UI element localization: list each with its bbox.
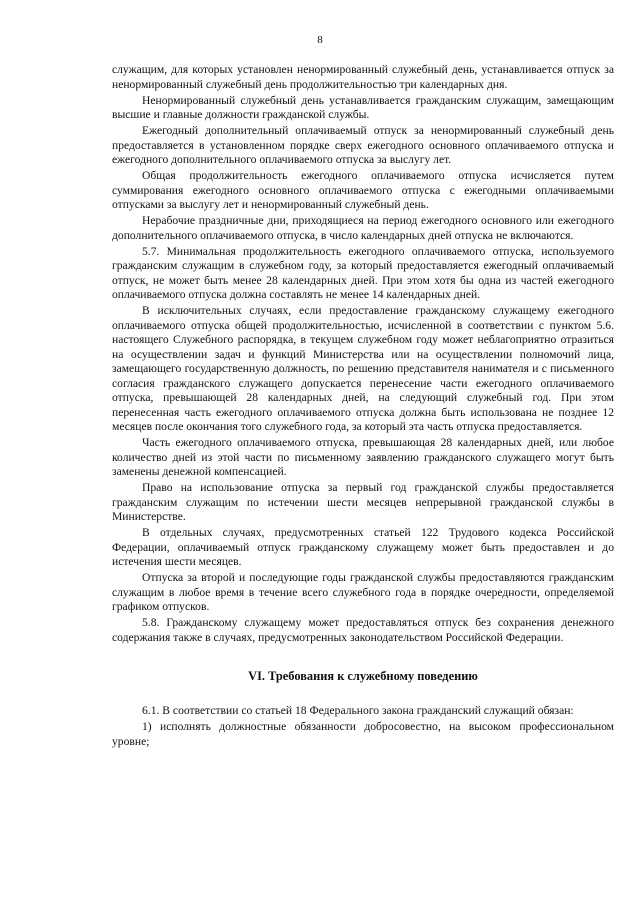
paragraph: Отпуска за второй и последующие годы гражданской службы предоставляются гражданским служащим в любое время в течение всего служебного года в порядке очередности, определяемой графиком отпусков.: [112, 571, 614, 613]
paragraph: Ненормированный служебный день устанавливается гражданским служащим, замещающим высшие и главные должности гражданской службы.: [112, 93, 614, 121]
paragraph: В исключительных случаях, если предоставление гражданскому служащему ежегодного оплачиваемого отпуска общей продолжительностью, исчисленной в соответствии с пунктом 5.6. настоящего Служебного распорядка, в текущем служебном году может неблагоприятно отразиться на осуществлении задач и функций Министерства или на осуществлении полномочий лица, замещающего государственную должность, по решению представителя нанимателя и с письменного согласия гражданского служащего допускается перенесение части ежегодного оплачиваемого отпуска, превышающей 28 календарных дней, на следующий служебный год. При этом перенесенная часть ежегодного оплачиваемого отпуска должна быть использована не позднее 12 месяцев после окончания того служебного года, за который эта часть отпуска предоставляется.: [112, 304, 614, 433]
document-body: [112, 63, 614, 751]
paragraph: Ежегодный дополнительный оплачиваемый отпуск за ненормированный служебный день предоставляется в установленном порядке сверх ежегодного основного оплачиваемого отпуска и ежегодного дополнительного оплачиваемого отпуска за выслугу лет.: [112, 124, 614, 166]
paragraph: В отдельных случаях, предусмотренных статьей 122 Трудового кодекса Российской Федерации, оплачиваемый отпуск гражданскому служащему может быть предоставлен и до истечения шести месяцев.: [112, 526, 614, 568]
paragraph: Часть ежегодного оплачиваемого отпуска, превышающая 28 календарных дней, или любое количество дней из этой части по письменному заявлению гражданского служащего могут быть заменены денежной компенсацией.: [112, 436, 614, 478]
section-heading: VI. Требования к служебному поведению: [248, 669, 478, 683]
paragraphs-before-heading: [112, 63, 614, 645]
paragraph: Общая продолжительность ежегодного оплачиваемого отпуска исчисляется путем суммирования ежегодного основного оплачиваемого отпуска с ежегодными оплачиваемыми отпусками за выслугу лет и ненормированный служебный день.: [112, 169, 614, 211]
paragraph: 5.8. Гражданскому служащему может предоставляться отпуск без сохранения денежного содержания также в случаях, предусмотренных законодательством Российской Федерации.: [112, 616, 614, 644]
paragraph: Право на использование отпуска за первый год гражданской службы предоставляется гражданским служащим по истечении шести месяцев непрерывной гражданской службы в Министерстве.: [112, 481, 614, 523]
paragraph: 5.7. Минимальная продолжительность ежегодного оплачиваемого отпуска, используемого гражданским служащим в служебном году, за который предоставляется ежегодный оплачиваемый отпуск, не может быть менее 28 календарных дней. При этом хотя бы одна из частей ежегодного оплачиваемого отпуска должна составлять не менее 14 календарных дней.: [112, 244, 614, 301]
paragraph: 1) исполнять должностные обязанности добросовестно, на высоком профессиональном уровне;: [112, 720, 614, 748]
paragraphs-after-heading: [112, 704, 614, 749]
paragraph: 6.1. В соответствии со статьей 18 Федерального закона гражданский служащий обязан:: [142, 704, 574, 717]
page-number: 8: [317, 34, 323, 46]
paragraph: Нерабочие праздничные дни, приходящиеся на период ежегодного основного или ежегодного дополнительного оплачиваемого отпуска, в число календарных дней отпуска не включаются.: [112, 214, 614, 242]
paragraph: служащим, для которых установлен ненормированный служебный день, устанавливается отпуск за ненормированный служебный день продолжительностью три календарных дня.: [112, 63, 614, 91]
